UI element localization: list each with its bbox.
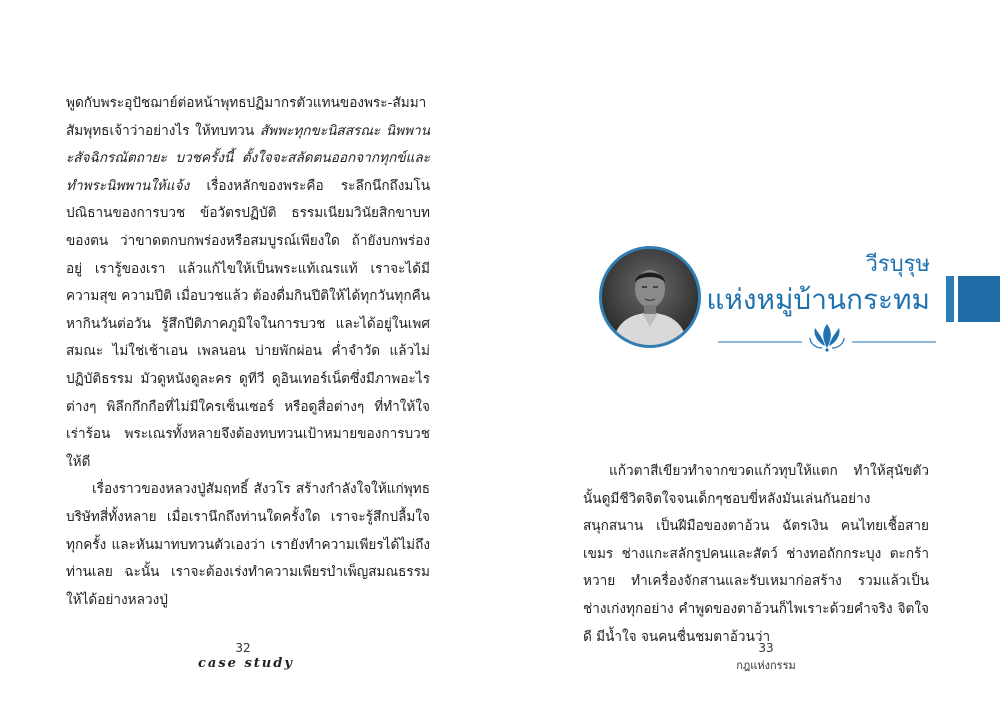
left-paragraph-2: เรื่องราวของหลวงปู่สัมฤทธิ์ สังวโร สร้างกำลังใจให้แก่พุทธบริษัทสี่ทั้งหลาย เมื่อเรานึกถึงท่านใดครั้งใด เราจะรู้สึกปลื้มใจทุกครั้ง และหันมาทบทวนตัวเองว่า เรายังทำความเพียรได้ไม่ถึงท่านเลย ฉะนั้น เราจะต้องเร่งทำความเพียรบำเพ็ญสมณธรรมให้ได้อย่างหลวงปู่ <box>66 481 430 608</box>
left-body-text <box>66 90 430 614</box>
side-tab-stripe <box>946 276 954 322</box>
right-page-number: 33 <box>758 641 774 655</box>
right-page <box>500 0 1000 709</box>
left-page-number: 32 <box>235 641 251 655</box>
left-paragraph-1-start: พูดกับพระอุปัชฌาย์ต่อหน้าพุทธปฏิมากรตัวแทนของพระ-สัมมาสัมพุทธเจ้าว่าอย่างไร ให้ทบทวน <box>66 95 427 139</box>
right-body-text <box>583 458 929 651</box>
pali-verse-italic: สัพพะทุกขะนิสสรณะ นิพพานะสัจฉิกรณัตถายะ บวชครั้งนี้ ตั้งใจจะสลัดตนออกจากทุกข์และทำพระนิพพานให้แจ้ง <box>66 122 430 194</box>
left-running-title: case study <box>198 656 294 671</box>
portrait-figure-icon <box>602 249 698 345</box>
left-paragraph-1 <box>66 90 430 476</box>
side-tab-block <box>958 276 1000 322</box>
right-running-title: กฎแห่งกรรม <box>736 659 796 672</box>
floral-ornament-icon <box>718 322 936 352</box>
heading-line-1: วีรบุรุษ <box>865 252 930 277</box>
heading-line-2: แห่งหมู่บ้านกระทม <box>706 283 930 316</box>
right-paragraph-1: แก้วตาสีเขียวทำจากขวดแก้วทุบให้แตก ทำให้สุนัขตัวนั้นดูมีชีวิตจิตใจจนเด็กๆชอบขี่หลังมันเล่นกันอย่างสนุกสนาน เป็นฝีมือของตาอ้วน ฉัตรเงิน คนไทยเชื้อสายเขมร ช่างแกะสลักรูปคนและสัตว์ ช่างทอถักกระบุง ตะกร้าหวาย ทำเครื่องจักสานและรับเหมาก่อสร้าง รวมแล้วเป็นช่างเก่งทุกอย่าง คำพูดของตาอ้วนก็ไพเราะด้วยคำจริง จิตใจดี มีน้ำใจ จนคนชื่นชมตาอ้วนว่า <box>583 463 929 645</box>
chapter-heading <box>706 250 930 320</box>
portrait-photo <box>599 246 701 348</box>
left-paragraph-1-end: เรื่องหลักของพระคือ ระลึกนึกถึงมโนปณิธานของการบวช ข้อวัตรปฏิบัติ ธรรมเนียมวินัยสิกขาบทของตน ว่าขาดตกบกพร่องหรือสมบูรณ์เพียงใด ถ้ายังบกพร่องอยู่ เรารู้ของเรา แล้วแก้ไขให้เป็นพระแท้เณรแท้ เราจะได้มีความสุข ความปีติ เมื่อบวชแล้ว ต้องดื่มกินปีติให้ได้ทุกวันทุกคืน หากินวันต่อวัน รู้สึกปีติภาคภูมิใจในการบวช และได้อยู่ในเพศสมณะ ไม่ใช่เช้าเอน เพลนอน บ่ายพักผ่อน ค่ำจำวัด แล้วไม่ปฏิบัติธรรม มัวดูหนังดูละคร ดูทีวี ดูอินเทอร์เน็ตซึ่งมีภาพอะไรต่างๆ พิลึกกึกกือที่ไม่มีใครเซ็นเซอร์ หรือดูสื่อต่างๆ ที่ทำให้ใจเร่าร้อน พระเณรทั้งหลายจึงต้องทบทวนเป้าหมายของการบวชให้ดี <box>66 177 430 470</box>
